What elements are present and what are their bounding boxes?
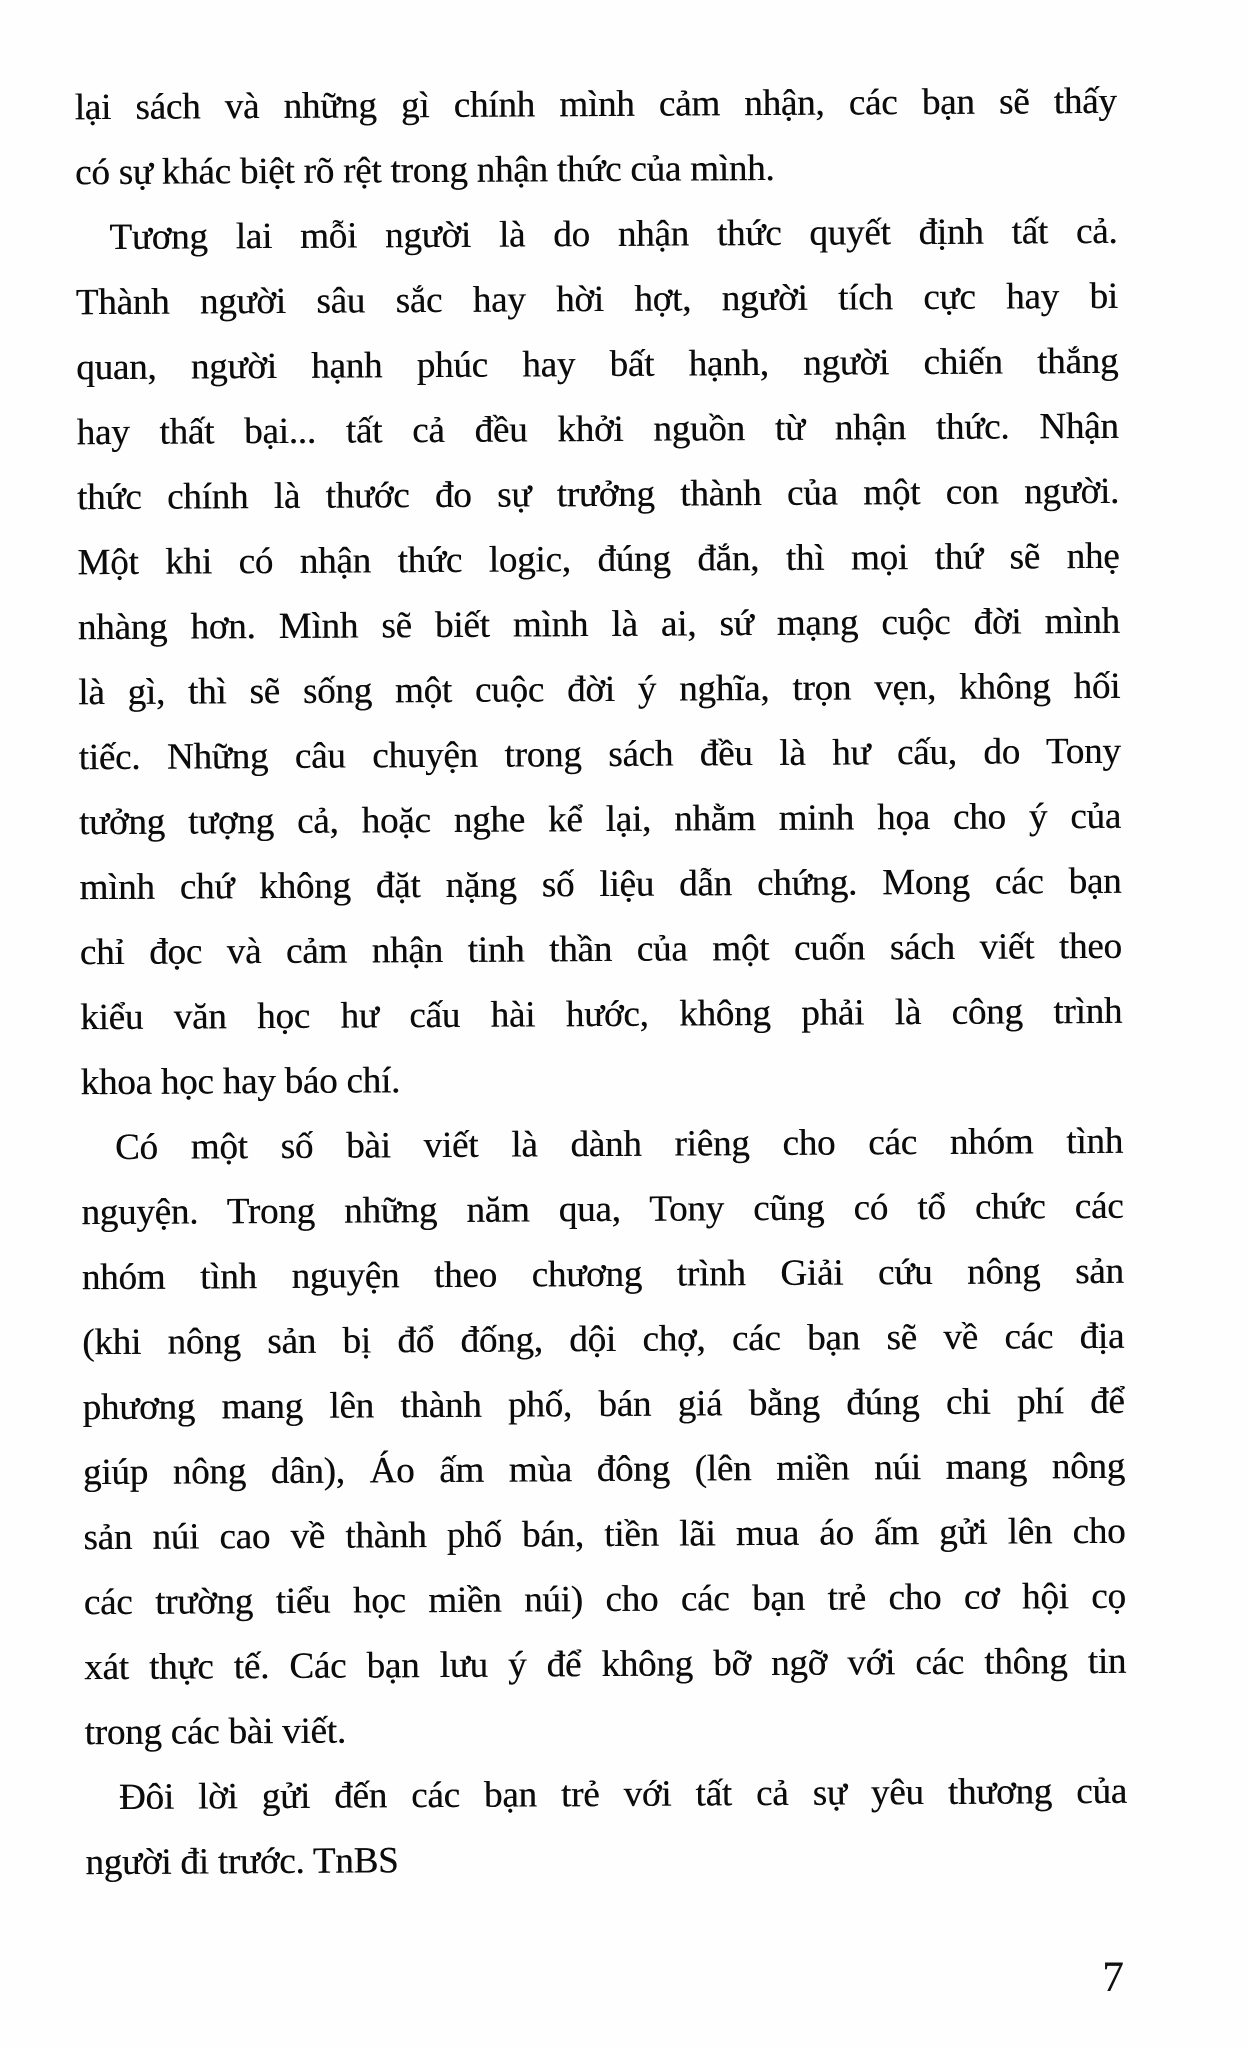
text-line: giúp nông dân), Áo ấm mùa đông (lên miền núi mang nông [82, 1445, 1126, 1494]
text-line: hay thất bại... tất cả đều khởi nguồn từ nhận thức. Nhận [76, 405, 1119, 454]
text-line: các trường tiểu học miền núi) cho các bạn trẻ cho cơ hội cọ [83, 1575, 1126, 1624]
text-line: (khi nông sản bị đổ đống, dội chợ, các bạn sẽ về các địa [82, 1315, 1125, 1364]
text-line: là gì, thì sẽ sống một cuộc đời ý nghĩa, trọn vẹn, không hối [78, 665, 1121, 714]
text-line: tưởng tượng cả, hoặc nghe kể lại, nhằm minh họa cho ý của [78, 795, 1122, 844]
text-line: Một khi có nhận thức logic, đúng đắn, thì mọi thứ sẽ nhẹ [77, 535, 1120, 584]
text-line: kiểu văn học hư cấu hài hước, không phải là công trình [80, 990, 1123, 1039]
text-line: nhàng hơn. Mình sẽ biết mình là ai, sứ mạng cuộc đời mình [77, 600, 1120, 649]
text-line: thức chính là thước đo sự trưởng thành của một con người. [76, 470, 1120, 519]
text-line: quan, người hạnh phúc hay bất hạnh, người chiến thắng [76, 340, 1119, 389]
text-line: khoa học hay báo chí. [80, 1060, 401, 1104]
text-line: mình chứ không đặt nặng số liệu dẫn chứng. Mong các bạn [79, 860, 1122, 909]
text-line: trong các bài viết. [84, 1710, 346, 1754]
text-line: sản núi cao về thành phố bán, tiền lãi mua áo ấm gửi lên cho [83, 1510, 1126, 1559]
text-line: tiếc. Những câu chuyện trong sách đều là hư cấu, do Tony [78, 730, 1121, 779]
text-line: Tương lai mỗi người là do nhận thức quyết định tất cả. [109, 210, 1118, 258]
page-text-block [74, 69, 1127, 1895]
text-line: Đôi lời gửi đến các bạn trẻ với tất cả sự yêu thương của [118, 1770, 1128, 1818]
text-line: nhóm tình nguyện theo chương trình Giải cứu nông sản [81, 1250, 1124, 1299]
text-line: Thành người sâu sắc hay hời hợt, người tích cực hay bi [75, 275, 1118, 324]
text-line: xát thực tế. Các bạn lưu ý để không bỡ ngỡ với các thông tin [84, 1640, 1127, 1689]
page-number: 7 [1102, 1954, 1124, 2001]
text-line: có sự khác biệt rõ rệt trong nhận thức của mình. [74, 147, 775, 194]
text-line: người đi trước. TnBS [85, 1840, 399, 1884]
text-line: phương mang lên thành phố, bán giá bằng đúng chi phí để [82, 1380, 1125, 1429]
text-line: Có một số bài viết là dành riêng cho các nhóm tình [114, 1120, 1124, 1168]
text-line: chỉ đọc và cảm nhận tinh thần của một cuốn sách viết theo [79, 925, 1122, 974]
text-line: lại sách và những gì chính mình cảm nhận, các bạn sẽ thấy [74, 80, 1117, 129]
text-line: nguyện. Trong những năm qua, Tony cũng có tổ chức các [81, 1185, 1124, 1234]
